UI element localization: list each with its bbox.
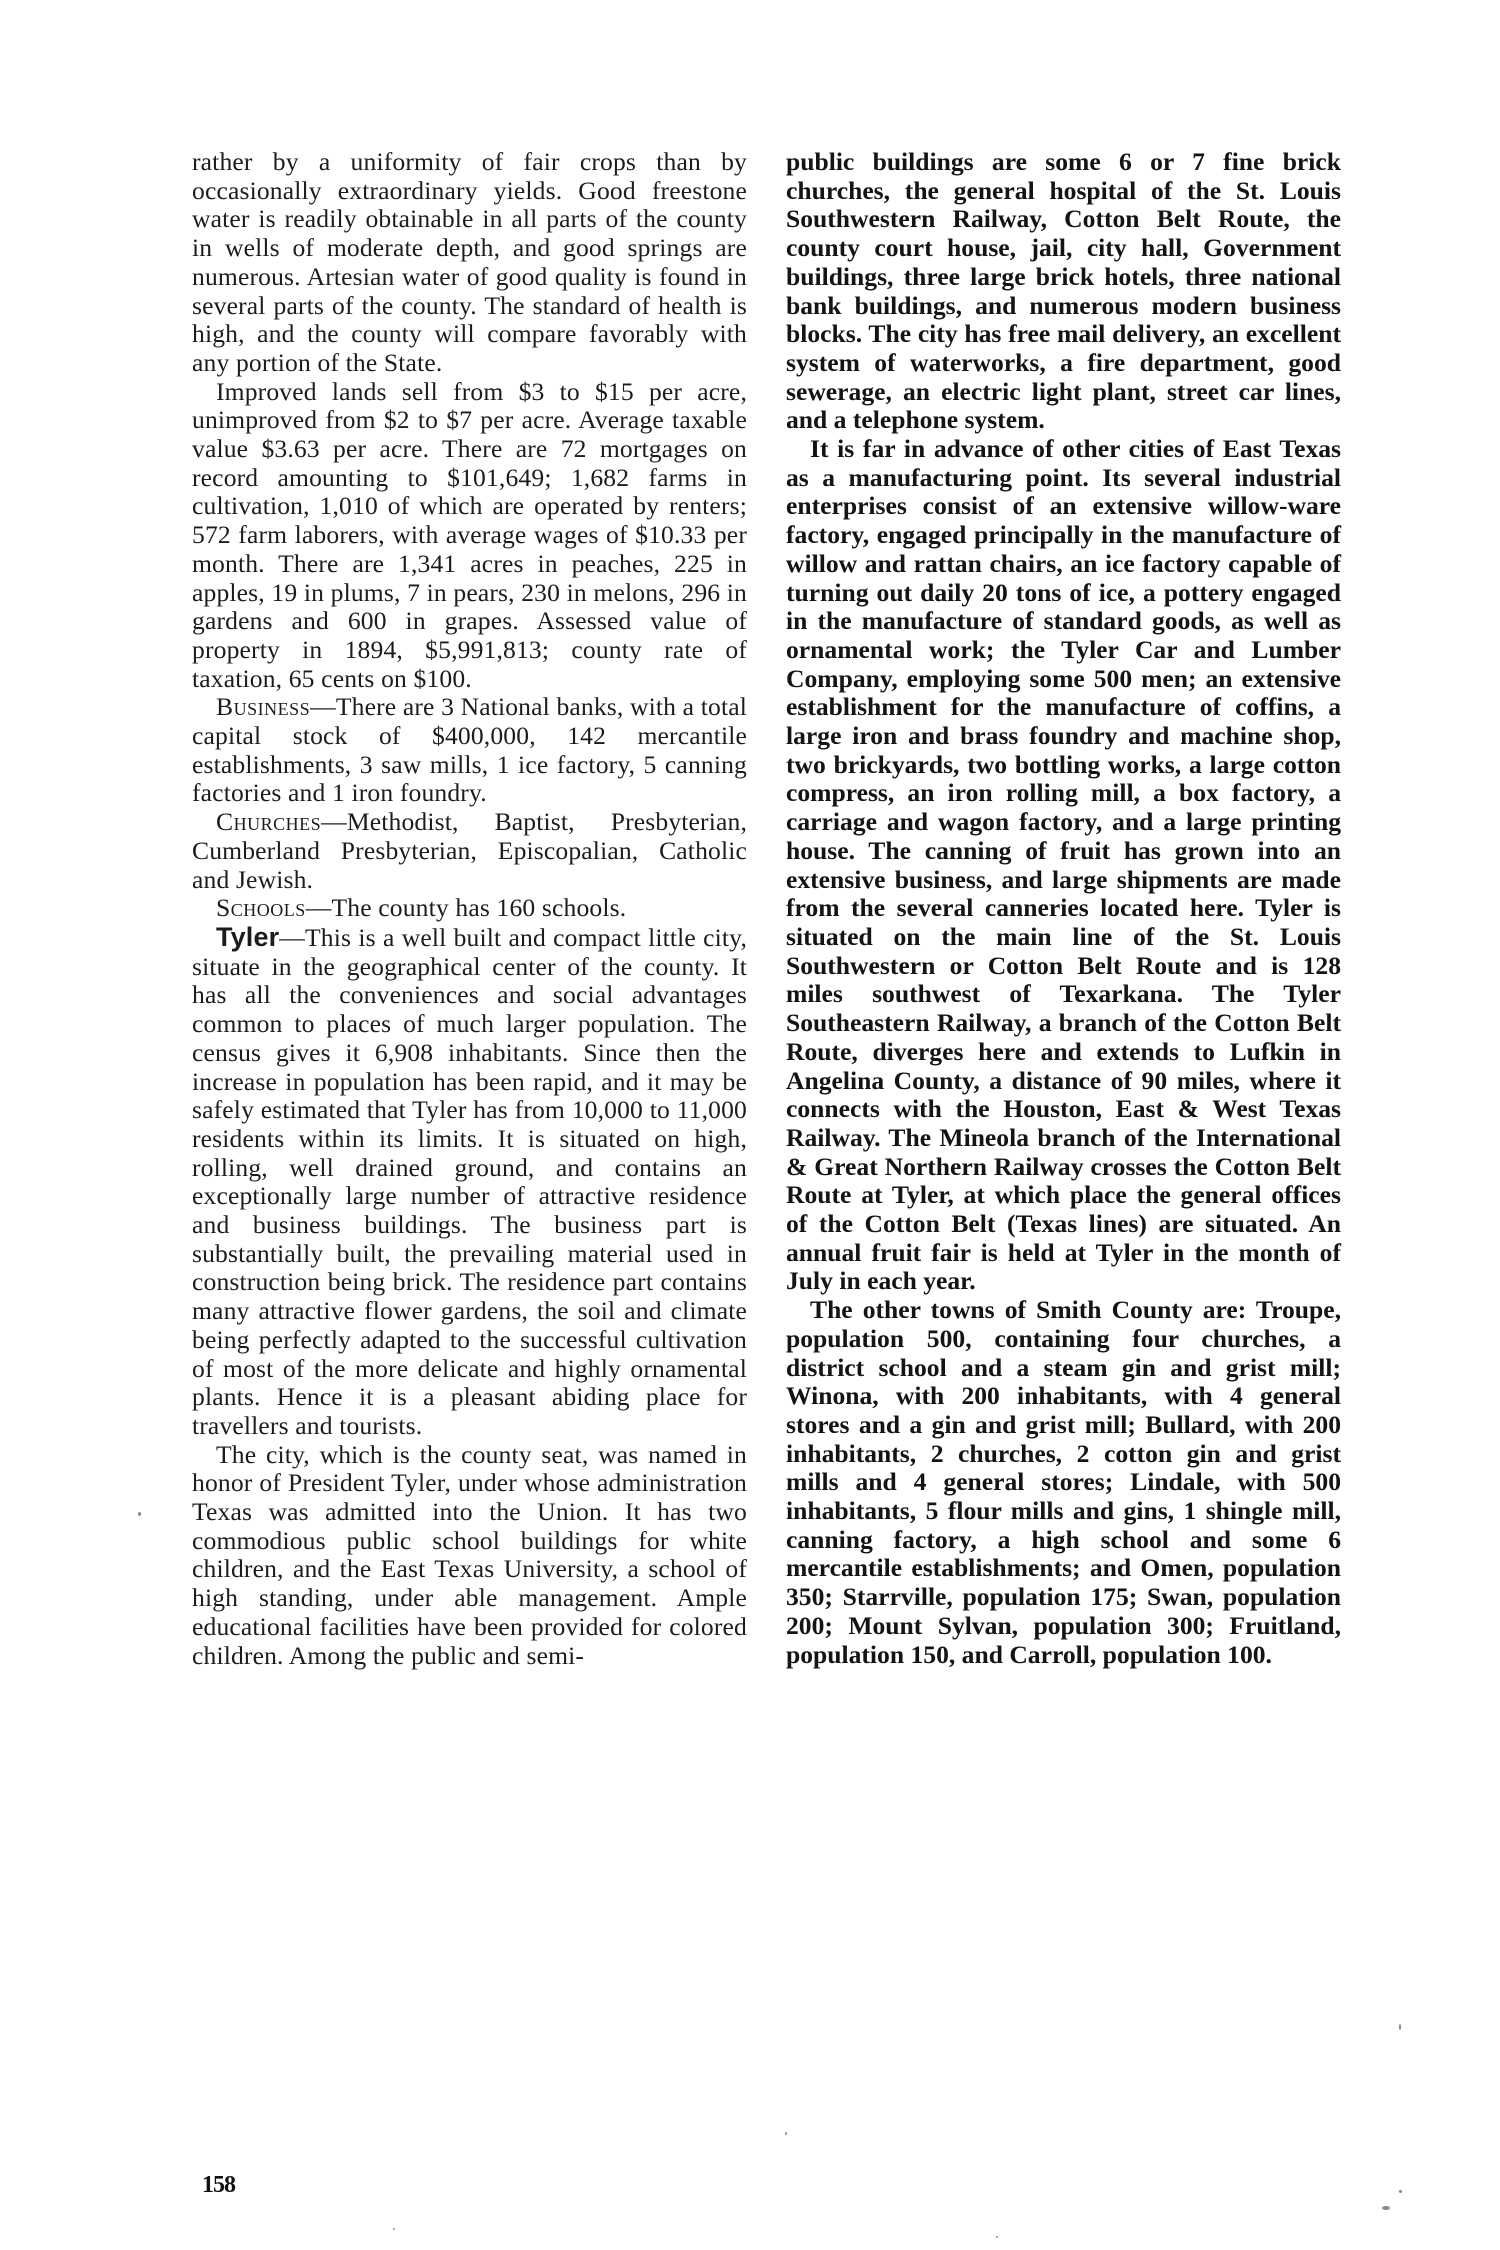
business-text: —There are 3 National banks, with a total capital stock of $400,000, 142 mercantile establishments, 3 saw mills, 1 ice factory, 5 canning factories and 1 iron foundry. (192, 692, 747, 808)
scan-speck (1382, 2206, 1390, 2210)
paragraph-other-towns: The other towns of Smith County are: Troupe, population 500, containing four churches, a district school and a steam gin and grist mill; Winona, with 200 inhabitants, with 4 general stores and a gin and grist mill; Bullard, with 200 inhabitants, 2 churches, 2 cotton gin and grist mills and 4 general stores; Lindale, with 500 inhabitants, 5 flour mills and gins, 1 shingle mill, canning factory, a high school and some 6 mercantile establishments; and Omen, population 350; Starrville, population 175; Swan, population 200; Mount Sylvan, population 300; Fruitland, population 150, and Carroll, population 100. (786, 1295, 1341, 1669)
paragraph-tyler (192, 923, 747, 1441)
page-number: 158 (202, 2172, 235, 2198)
churches-text: —Methodist, Baptist, Presbyterian, Cumberland Presbyterian, Episcopalian, Catholic and Jewish. (192, 807, 747, 894)
tyler-heading: Tyler (216, 921, 280, 952)
scan-speck (1399, 2190, 1402, 2193)
paragraph-manufacturing: It is far in advance of other cities of East Texas as a manufacturing point. Its several industrial enterprises consist of an extensive willow-ware factory, engaged principally in the manufacture of willow and rattan chairs, an ice factory capable of turning out daily 20 tons of ice, a pottery engaged in the manufacture of standard goods, as well as ornamental work; the Tyler Car and Lumber Company, employing some 500 men; an extensive establishment for the manufacture of coffins, a large iron and brass foundry and machine shop, two brickyards, two bottling works, a large cotton compress, an iron rolling mill, a box factory, a carriage and wagon factory, and a large printing house. The canning of fruit has grown into an extensive business, and large shipments are made from the several canneries located here. Tyler is situated on the main line of the St. Louis Southwestern or Cotton Belt Route and is 128 miles southwest of Texarkana. The Tyler Southeastern Railway, a branch of the Cotton Belt Route, diverges here and extends to Lufkin in Angelina County, a distance of 90 miles, where it connects with the Houston, East & West Texas Railway. The Mineola branch of the International & Great Northern Railway crosses the Cotton Belt Route at Tyler, at which place the general offices of the Cotton Belt (Texas lines) are situated. An annual fruit fair is held at Tyler in the month of July in each year. (786, 434, 1341, 1296)
paragraph-land-values: Improved lands sell from $3 to $15 per acre, unimproved from $2 to $7 per acre. Average taxable value $3.63 per acre. There are 72 mortgages on record amounting to $101,649; 1,682 farms in cultivation, 1,010 of which are operated by renters; 572 farm laborers, with average wages of $10.33 per month. There are 1,341 acres in peaches, 225 in apples, 19 in plums, 7 in pears, 230 in melons, 296 in gardens and 600 in grapes. Assessed value of property in 1894, $5,991,813; county rate of taxation, 65 cents on $100. (192, 376, 747, 693)
scan-speck (138, 1512, 141, 1516)
scan-speck (393, 2228, 395, 2230)
schools-heading: Schools (216, 893, 306, 923)
scan-speck (785, 2132, 787, 2135)
scan-speck (996, 2236, 998, 2238)
paragraph-county-seat: The city, which is the county seat, was named in honor of President Tyler, under whose administration Texas was admitted into the Union. It has two commodious public school buildings for white children, and the East Texas University, a school of high standing, under able management. Ample educational facilities have been provided for colored children. Among the public and semi- (192, 1439, 747, 1670)
paragraph-schools (192, 894, 747, 923)
paragraph-crops-water-health: rather by a uniformity of fair crops than by occasionally extraordinary yields. Good freestone water is readily obtainable in all parts of the county in wells of moderate depth, and good springs are numerous. Artesian water of good quality is found in several parts of the county. The standard of health is high, and the county will compare favorably with any portion of the State. (192, 147, 747, 377)
scan-speck (1399, 2024, 1401, 2030)
business-heading: Business (216, 692, 311, 722)
left-column (192, 148, 747, 1670)
paragraph-churches (192, 808, 747, 894)
tyler-text: —This is a well built and compact little city, situate in the geographical center of the county. It has all the conveniences and social advantages common to places of much larger population. The census gives it 6,908 inhabitants. Since then the increase in population has been rapid, and it may be safely estimated that Tyler has from 10,000 to 11,000 residents within its limits. It is situated on high, rolling, well drained ground, and contains an exceptionally large number of attractive residence and business buildings. The business part is substantially built, the prevailing material used in construction being brick. The residence part contains many attractive flower gardens, the soil and climate being perfectly adapted to the successful cultivation of most of the more delicate and highly ornamental plants. Hence it is a pleasant abiding place for travellers and tourists. (192, 922, 747, 1440)
paragraph-public-buildings: public buildings are some 6 or 7 fine brick churches, the general hospital of the St. Louis Southwestern Railway, Cotton Belt Route, the county court house, jail, city hall, Government buildings, three large brick hotels, three national bank buildings, and numerous modern business blocks. The city has free mail delivery, an excellent system of waterworks, a fire department, good sewerage, an electric light plant, street car lines, and a telephone system. (786, 147, 1341, 435)
churches-heading: Churches (216, 807, 322, 837)
schools-text: —The county has 160 schools. (305, 893, 627, 923)
right-column (786, 148, 1341, 1669)
paragraph-business (192, 693, 747, 808)
